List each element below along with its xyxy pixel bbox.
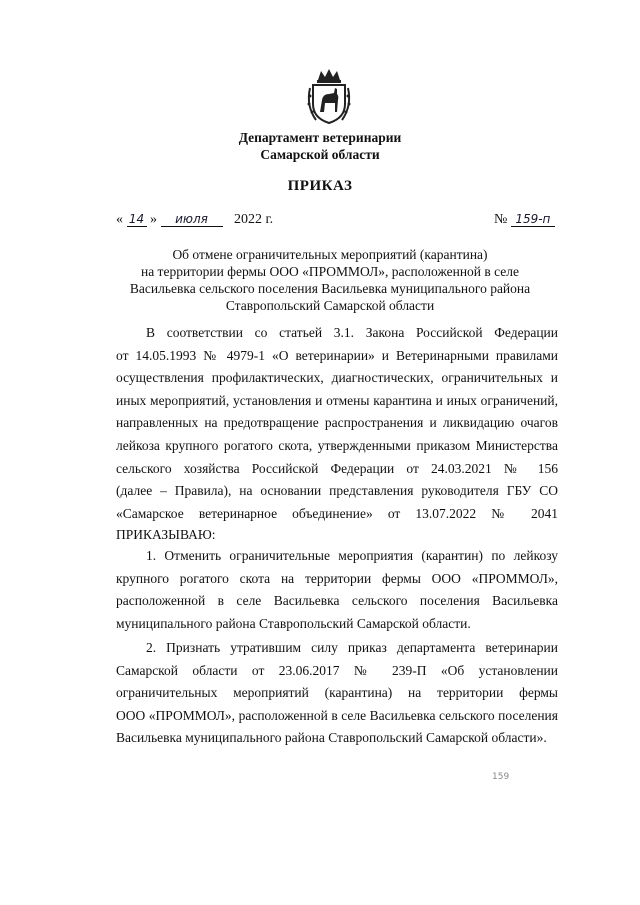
order-directive: ПРИКАЗЫВАЮ: (116, 527, 216, 542)
order-date (116, 212, 273, 228)
text-line: лейкоза крупного рогатого скота, утвержденными приказом Министерства (116, 437, 558, 453)
preamble-paragraph (116, 322, 558, 525)
date-month: июля (161, 212, 223, 227)
text-line: крупного рогатого скота на территории фермы ООО «ПРОММОЛ», (116, 570, 558, 586)
text-line: В соответствии со статьей 3.1. Закона Российской Федерации (146, 325, 558, 340)
text-line: «Самарское ветеринарное объединение» от 13.07.2022 № 2041 (116, 505, 558, 521)
title-line: Ставропольский Самарской области (225, 298, 435, 313)
order-item-2 (116, 637, 558, 750)
date-open-quote: « (116, 212, 123, 227)
text-line: от 14.05.1993 № 4979-1 «О ветеринарии» и Ветеринарными правилами (116, 347, 558, 363)
text-line: Васильевка муниципального района Ставропольский Самарской области». (116, 730, 547, 746)
order-item-1 (116, 545, 558, 635)
text-line: ООО «ПРОММОЛ», расположенной в селе Васильевка сельского поселения (116, 707, 558, 723)
text-line: 1. Отменить ограничительные мероприятия (карантин) по лейкозу (146, 548, 558, 563)
text-line: 2. Признать утратившим силу приказ департамента ветеринарии (146, 640, 558, 655)
scan-mark: 159 (492, 772, 510, 782)
number-value: 159-п (511, 212, 555, 227)
number-prefix: № (494, 212, 508, 227)
text-line: осуществления профилактических, диагностических, ограничительных и (116, 370, 558, 386)
date-close-quote: » (150, 212, 157, 227)
date-year: 2022 г. (234, 212, 274, 227)
text-line: (далее – Правила), на основании представления руководителя ГБУ СО (116, 483, 558, 499)
title-line: на территории фермы ООО «ПРОММОЛ», расположенной в селе (140, 264, 520, 279)
text-line: расположенной в селе Васильевка сельского поселения Васильевка (116, 593, 558, 609)
order-title (60, 246, 600, 314)
date-day: 14 (127, 212, 147, 227)
coat-of-arms-emblem (304, 66, 354, 126)
document-type-heading: ПРИКАЗ (287, 178, 353, 194)
title-line: Об отмене ограничительных мероприятий (карантина) (172, 247, 488, 262)
text-line: Самарской области от 23.06.2017 № 239-П «Об установлении (116, 662, 558, 678)
text-line: направленных на предотвращение распространения и ликвидацию очагов (116, 415, 558, 431)
text-line: сельского хозяйства Российской Федерации от 24.03.2021 № 156 (116, 460, 558, 476)
order-number (494, 212, 555, 228)
department-region: Самарской области (260, 147, 380, 162)
text-line: иных мероприятий, установления и отмены карантина и иных ограничений, (116, 392, 558, 408)
text-line: ограничительных мероприятий (карантина) на территории фермы (116, 685, 558, 701)
title-line: Васильевка сельского поселения Васильевка муниципального района (129, 281, 531, 296)
department-name: Департамент ветеринарии (238, 130, 402, 145)
text-line: муниципального района Ставропольский Самарской области. (116, 615, 471, 631)
